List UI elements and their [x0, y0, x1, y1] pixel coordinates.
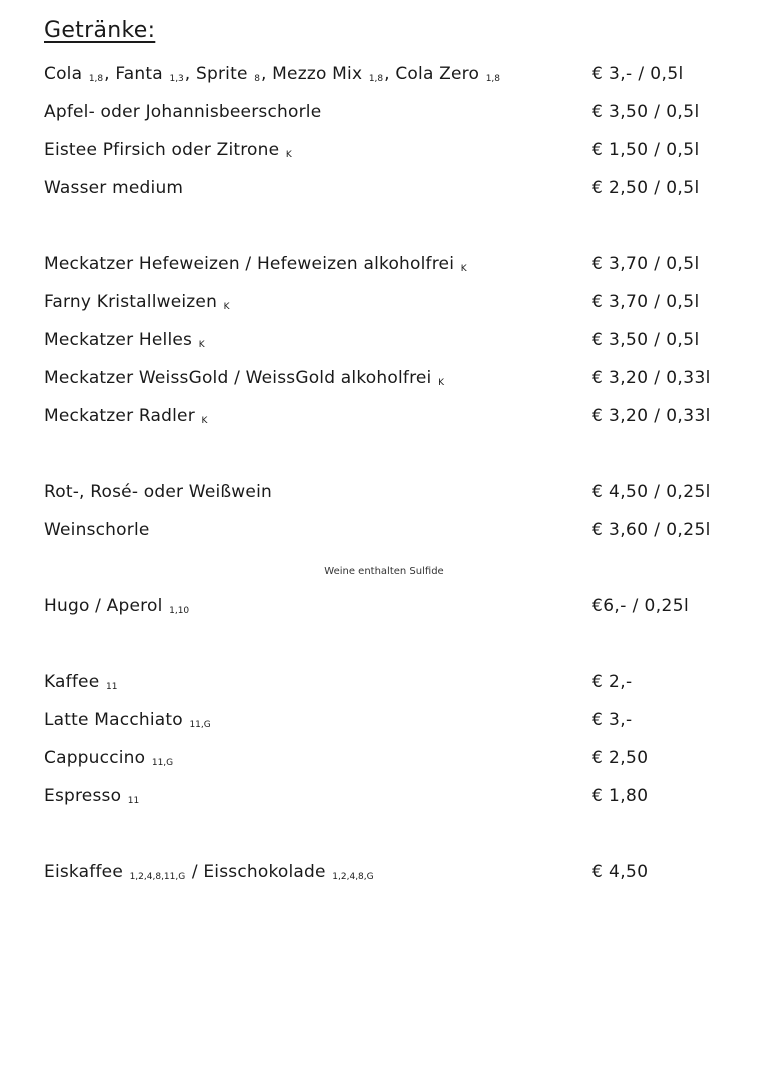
menu-row	[44, 140, 744, 166]
menu-row	[44, 786, 744, 812]
item-price: € 3,-	[592, 710, 633, 730]
menu-row	[44, 748, 744, 774]
item-text: , Sprite	[184, 64, 254, 84]
item-text: Meckatzer Helles	[44, 330, 198, 350]
item-price: € 3,20 / 0,33l	[592, 406, 711, 426]
item-name	[44, 862, 375, 882]
item-price: € 4,50 / 0,25l	[592, 482, 711, 502]
item-price: € 3,- / 0,5l	[592, 64, 684, 84]
menu-row	[44, 102, 744, 128]
menu-row	[44, 292, 744, 318]
item-name	[44, 710, 212, 730]
item-price: € 4,50	[592, 862, 649, 882]
allergen-code: 11	[105, 682, 118, 692]
item-text: , Fanta	[104, 64, 169, 84]
item-name	[44, 672, 118, 692]
allergen-code: K	[223, 302, 230, 312]
menu-row	[44, 596, 744, 622]
item-price: € 2,50 / 0,5l	[592, 178, 700, 198]
allergen-code: K	[201, 416, 208, 426]
menu-row	[44, 672, 744, 698]
item-name	[44, 520, 150, 540]
item-text: Hugo / Aperol	[44, 596, 169, 616]
item-price: € 3,50 / 0,5l	[592, 102, 700, 122]
item-name	[44, 748, 174, 768]
item-name	[44, 102, 321, 122]
allergen-code: K	[460, 264, 467, 274]
sulfite-note: Weine enthalten Sulfide	[324, 566, 444, 577]
item-price: € 3,20 / 0,33l	[592, 368, 711, 388]
item-price: € 3,70 / 0,5l	[592, 254, 700, 274]
item-price: €6,- / 0,25l	[592, 596, 690, 616]
allergen-code: 11,G	[151, 758, 174, 768]
item-text: Meckatzer Hefeweizen / Hefeweizen alkoholfrei	[44, 254, 460, 274]
item-name	[44, 292, 231, 312]
item-price: € 3,50 / 0,5l	[592, 330, 700, 350]
item-text: , Mezzo Mix	[260, 64, 368, 84]
item-name	[44, 140, 293, 160]
allergen-code: K	[198, 340, 205, 350]
menu-row	[44, 64, 744, 90]
item-text: Cola	[44, 64, 88, 84]
allergen-code: 1,2,4,8,G	[332, 872, 374, 882]
allergen-code: 1,3	[169, 74, 184, 84]
menu-row	[44, 862, 744, 888]
item-name	[44, 178, 183, 198]
item-text: Meckatzer WeissGold / WeissGold alkoholfrei	[44, 368, 438, 388]
item-name	[44, 64, 501, 84]
item-name	[44, 254, 468, 274]
item-text: Meckatzer Radler	[44, 406, 201, 426]
allergen-code: 1,2,4,8,11,G	[129, 872, 186, 882]
item-text: Kaffee	[44, 672, 105, 692]
allergen-code: 1,8	[368, 74, 384, 84]
item-name	[44, 368, 445, 388]
allergen-code: K	[438, 378, 444, 388]
allergen-code: K	[285, 150, 292, 160]
menu-row	[44, 254, 744, 280]
item-text: Farny Kristallweizen	[44, 292, 223, 312]
item-text: Eistee Pfirsich oder Zitrone	[44, 140, 285, 160]
item-text: Latte Macchiato	[44, 710, 189, 730]
item-text: Wasser medium	[44, 178, 184, 198]
item-price: € 3,60 / 0,25l	[592, 520, 711, 540]
item-text: Eiskaffee	[44, 862, 129, 882]
menu-row	[44, 178, 744, 204]
item-name	[44, 596, 190, 616]
allergen-code: 11,G	[189, 720, 211, 730]
item-text: Weinschorle	[44, 520, 150, 540]
allergen-code: 1,8	[485, 74, 501, 84]
item-name	[44, 406, 208, 426]
allergen-code: 11	[127, 796, 140, 806]
item-text: Espresso	[44, 786, 127, 806]
item-name	[44, 786, 140, 806]
menu-row	[44, 482, 744, 508]
page-title: Getränke:	[44, 18, 156, 43]
item-text: / Eisschokolade	[186, 862, 332, 882]
allergen-code: 8	[254, 74, 260, 84]
item-text: , Cola Zero	[384, 64, 485, 84]
item-price: € 2,50	[592, 748, 649, 768]
item-price: € 1,80	[592, 786, 649, 806]
item-price: € 2,-	[592, 672, 633, 692]
item-text: Apfel- oder Johannisbeerschorle	[44, 102, 322, 122]
item-price: € 1,50 / 0,5l	[592, 140, 700, 160]
menu-row	[44, 368, 744, 394]
menu-row	[44, 330, 744, 356]
item-price: € 3,70 / 0,5l	[592, 292, 700, 312]
item-name	[44, 330, 206, 350]
item-text: Cappuccino	[44, 748, 151, 768]
menu-row	[44, 710, 744, 736]
menu-row	[44, 520, 744, 546]
item-text: Rot-, Rosé- oder Weißwein	[44, 482, 272, 502]
allergen-code: 1,8	[88, 74, 104, 84]
allergen-code: 1,10	[169, 606, 190, 616]
item-name	[44, 482, 272, 502]
menu-row	[44, 406, 744, 432]
